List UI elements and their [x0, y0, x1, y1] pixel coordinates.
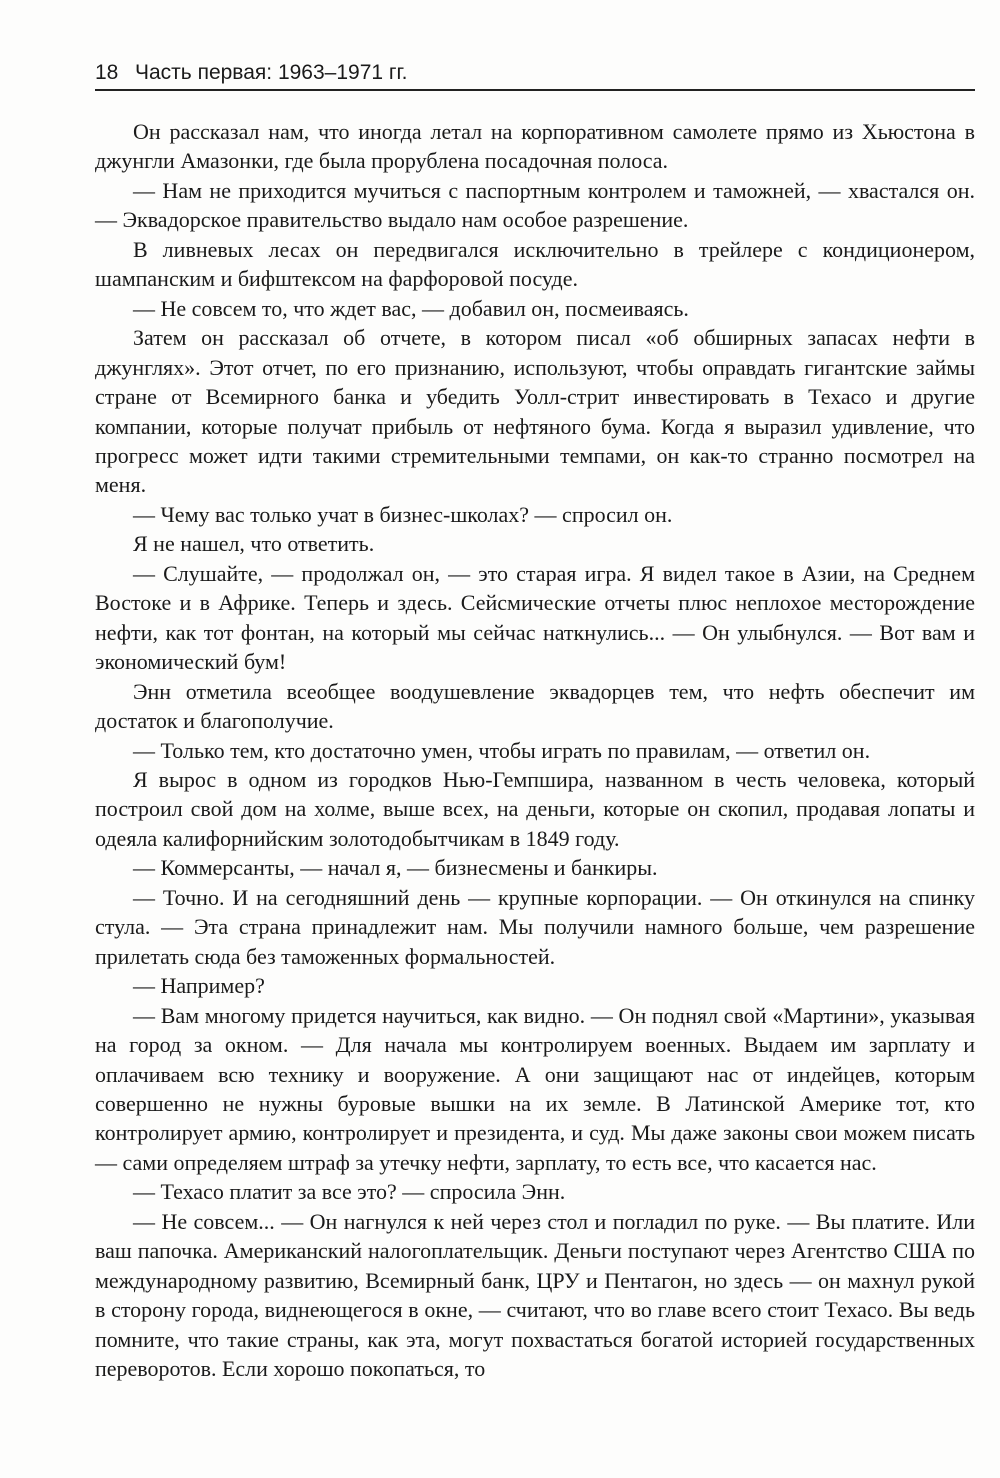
- paragraph: Затем он рассказал об отчете, в котором писал «об обширных запасах нефти в джунглях». Этот отчет, по его признанию, используют, чтобы оправдать гигантские займы стране от Всемирного банка и убедить Уолл-стрит инвестировать в Техасо и другие компании, которые получат прибыль от нефтяного бума. Когда я выразил удивление, что прогресс может идти такими стремительными темпами, он как-то странно посмотрел на меня.: [95, 325, 975, 498]
- paragraph: Энн отметила всеобщее воодушевление эквадорцев тем, что нефть обеспечит им достаток и благополучие.: [95, 678, 975, 734]
- paragraph: Я вырос в одном из городков Нью-Гемпшира, названном в честь человека, который построил свой дом на холме, выше всех, на деньги, которые он скопил, продавая лопаты и одеяла калифорнийским золотодобытчикам в 1849 году.: [95, 766, 975, 851]
- header-rule: [95, 89, 975, 91]
- paragraph: — Например?: [133, 973, 265, 999]
- paragraph: — Слушайте, — продолжал он, — это старая игра. Я видел такое в Азии, на Среднем Востоке и в Африке. Теперь и здесь. Сейсмические отчеты плюс неплохое месторождение нефти, как тот фонтан, на который мы сейчас наткнулись... — Он улыбнулся. — Вот вам и экономический бум!: [95, 560, 975, 675]
- paragraph: — Только тем, кто достаточно умен, чтобы играть по правилам, — ответил он.: [133, 737, 871, 763]
- paragraph: Я не нашел, что ответить.: [133, 531, 375, 557]
- paragraph: — Не совсем... — Он нагнулся к ней через стол и погладил по руке. — Вы платите. Или ваш папочка. Американский налогоплательщик. Деньги поступают через Агентство США по международному развитию, Всемирный банк, ЦРУ и Пентагон, но здесь — он махнул рукой в сторону города, виднеющегося в окне, — считают, что во главе всего стоит Техасо. Вы ведь помните, что такие страны, как эта, могут похвастаться богатой историей государственных переворотов. Если хорошо покопаться, то: [95, 1208, 975, 1382]
- body-text: [95, 117, 975, 1383]
- running-header: [95, 60, 975, 86]
- paragraph: — Чему вас только учат в бизнес-школах? — спросил он.: [133, 501, 673, 527]
- running-title: Часть первая: 1963–1971 гг.: [135, 61, 408, 84]
- paragraph: — Коммерсанты, — начал я, — бизнесмены и банкиры.: [133, 855, 658, 881]
- page-number: 18: [95, 61, 119, 84]
- paragraph: Он рассказал нам, что иногда летал на корпоративном самолете прямо из Хьюстона в джунгли Амазонки, где была прорублена посадочная полоса.: [95, 119, 975, 174]
- paragraph: — Точно. И на сегодняшний день — крупные корпорации. — Он откинулся на спинку стула. — Эта страна принадлежит нам. Мы получили намного больше, чем разрешение прилетать сюда без таможенных формальностей.: [95, 884, 975, 969]
- paragraph: — Техасо платит за все это? — спросила Энн.: [133, 1179, 566, 1205]
- paragraph: В ливневых лесах он передвигался исключительно в трейлере с кондиционером, шампанским и бифштексом на фарфоровой посуде.: [95, 236, 975, 292]
- paragraph: — Вам многому придется научиться, как видно. — Он поднял свой «Мартини», указывая на город за окном. — Для начала мы контролируем военных. Выдаем им зарплату и оплачиваем всю технику и вооружение. А они защищают нас от индейцев, которым совершенно не нужны буровые вышки на их земле. В Латинской Америке тот, кто контролирует армию, контролирует и президента, и суд. Мы даже законы свои можем писать — сами определяем штраф за утечку нефти, зарплату, то есть все, что касается нас.: [95, 1002, 975, 1175]
- paragraph: — Нам не приходится мучиться с паспортным контролем и таможней, — хвастался он. — Эквадорское правительство выдало нам особое разрешение.: [95, 177, 975, 233]
- paragraph: — Не совсем то, что ждет вас, — добавил он, посмеиваясь.: [133, 295, 689, 321]
